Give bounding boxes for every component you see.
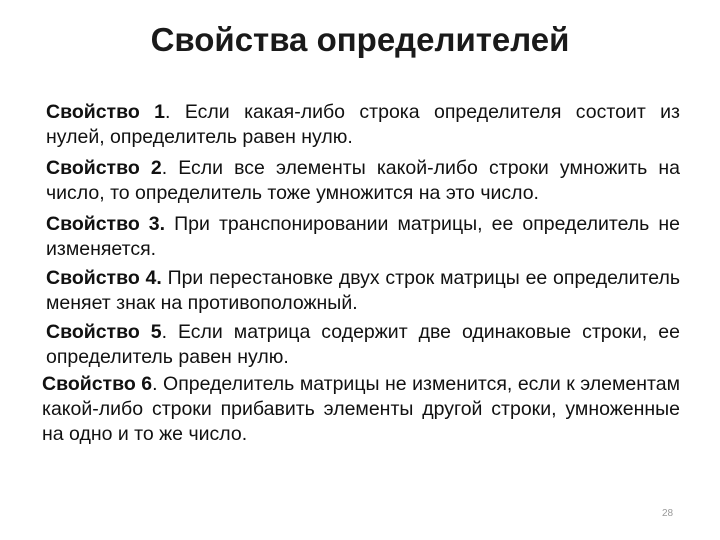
property-5-label: Свойство 5 [46,321,162,343]
property-5 [46,320,680,370]
property-2 [46,156,680,206]
property-3-text: При транспонировании матрицы, ее определитель не изменяется. [46,213,680,260]
property-1-label: Свойство 1 [46,101,166,123]
property-3 [46,212,680,262]
property-4-label: Свойство 4. [46,267,162,289]
property-6-label: Свойство 6 [42,373,153,395]
property-4-text: При перестановке двух строк матрицы ее определитель меняет знак на противоположный. [46,267,680,314]
property-2-label: Свойство 2 [46,157,162,179]
property-1 [46,100,680,150]
property-1-text: . Если какая-либо строка определителя состоит из нулей, определитель равен нулю. [46,101,680,148]
property-5-text: . Если матрица содержит две одинаковые строки, ее определитель равен нулю. [46,321,680,368]
property-2-text: . Если все элементы какой-либо строки умножить на число, то определитель тоже умножится на это число. [46,157,681,204]
slide-title: Свойства определителей [150,21,570,58]
property-6 [42,372,680,447]
property-4 [46,266,680,316]
property-3-label: Свойство 3. [46,213,166,235]
property-6-text: . Определитель матрицы не изменится, если к элементам какой-либо строки прибавить элементы другой строки, умноженные на одно и то же число. [42,373,680,445]
page-number: 28 [662,508,674,519]
